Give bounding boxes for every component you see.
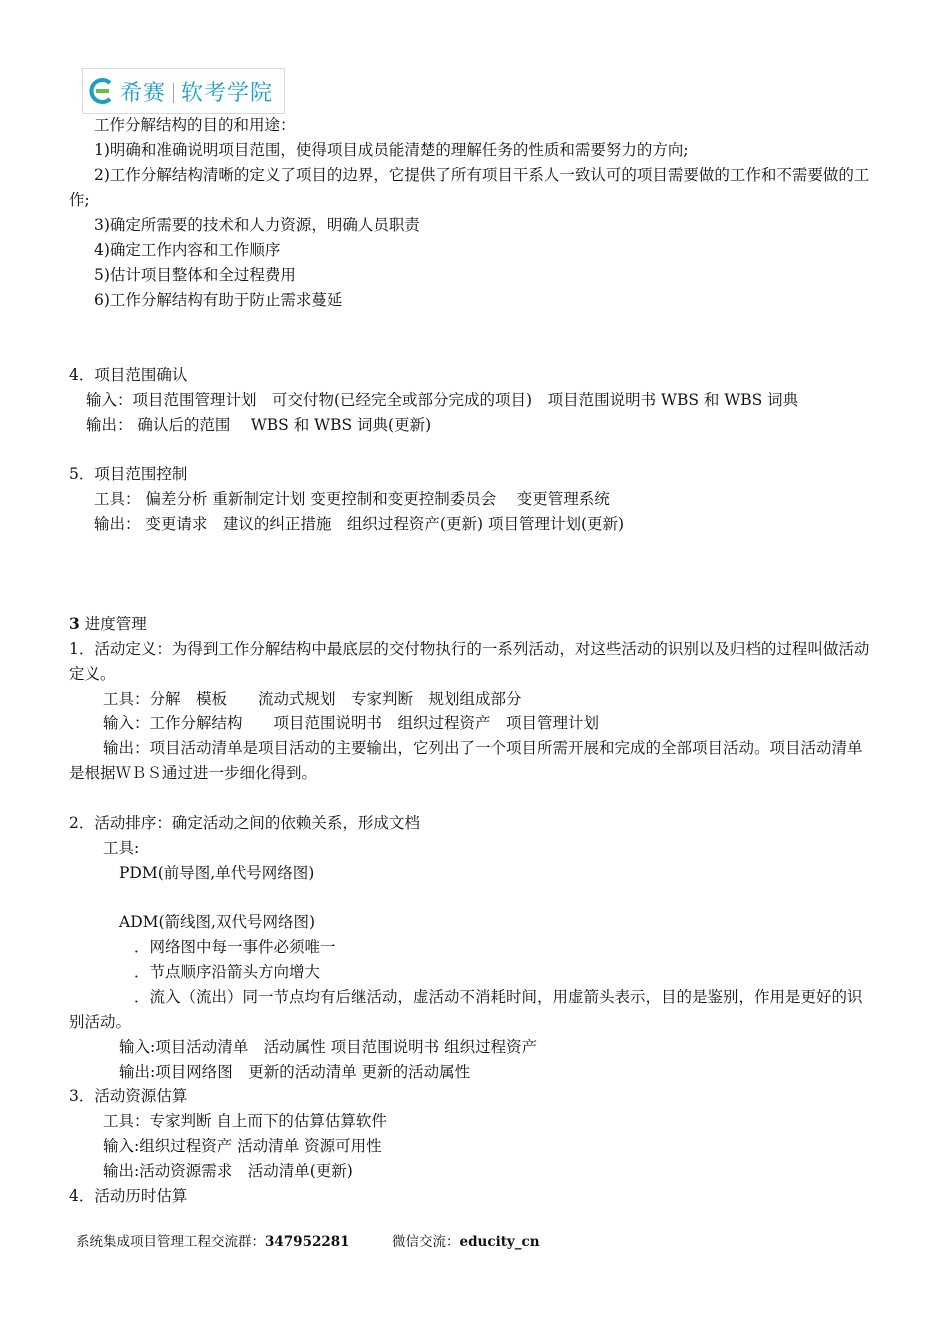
footer-wechat-id: educity_cn bbox=[459, 1234, 540, 1250]
schedule-number: 3 bbox=[69, 614, 80, 633]
logo-mark-icon bbox=[88, 77, 116, 105]
scope-verify-heading: 4．项目范围确认 bbox=[69, 366, 188, 384]
sequencing-rule: ．网络图中每一事件必须唯一 bbox=[134, 938, 336, 956]
schedule-heading bbox=[69, 614, 147, 634]
activity-def-input: 输入：工作分解结构 项目范围说明书 组织过程资产 项目管理计划 bbox=[103, 714, 600, 732]
sequencing-rule: 别活动。 bbox=[69, 1013, 132, 1031]
activity-def-output: 是根据ＷＢＳ通过进一步细化得到。 bbox=[69, 764, 318, 782]
wbs-purpose-item: 2)工作分解结构清晰的定义了项目的边界，它提供了所有项目干系人一致认可的项目需要做的工作和不需要做的工 bbox=[94, 166, 870, 184]
sequencing-rule: ．流入（流出）同一节点均有后继活动，虚活动不消耗时间，用虚箭头表示，目的是鉴别，作用是更好的识 bbox=[134, 988, 863, 1006]
resource-heading: 3．活动资源估算 bbox=[69, 1087, 188, 1105]
resource-input: 输入:组织过程资产 活动清单 资源可用性 bbox=[103, 1137, 382, 1155]
footer-group bbox=[76, 1233, 350, 1251]
resource-output: 输出:活动资源需求 活动清单(更新) bbox=[103, 1162, 353, 1180]
scope-control-tools: 工具： 偏差分析 重新制定计划 变更控制和变更控制委员会 变更管理系统 bbox=[94, 490, 610, 508]
activity-def-tools: 工具：分解 模板 流动式规划 专家判断 规划组成部分 bbox=[103, 690, 522, 708]
wbs-purpose-item: 4)确定工作内容和工作顺序 bbox=[94, 241, 281, 259]
sequencing-output: 输出:项目网络图 更新的活动清单 更新的活动属性 bbox=[119, 1063, 471, 1081]
sequencing-tools: 工具: bbox=[103, 839, 140, 857]
activity-def-text: 定义。 bbox=[69, 665, 116, 683]
wbs-purpose-heading: 工作分解结构的目的和用途： bbox=[94, 116, 296, 134]
resource-tools: 工具：专家判断 自上而下的估算估算软件 bbox=[103, 1112, 387, 1130]
activity-def-output: 输出：项目活动清单是项目活动的主要输出，它列出了一个项目所需开展和完成的全部项目活动。项目活动清单 bbox=[103, 739, 863, 757]
sequencing-heading: 2．活动排序：确定活动之间的依赖关系，形成文档 bbox=[69, 814, 420, 832]
scope-control-output: 输出： 变更请求 建议的纠正措施 组织过程资产(更新) 项目管理计划(更新) bbox=[94, 515, 625, 533]
scope-verify-output: 输出： 确认后的范围 WBS 和 WBS 词典(更新) bbox=[86, 416, 432, 434]
scope-verify-input: 输入：项目范围管理计划 可交付物(已经完全或部分完成的项目) 项目范围说明书 WBS 和 WBS 词典 bbox=[86, 391, 799, 409]
footer-wechat-label: 微信交流： bbox=[392, 1234, 460, 1250]
duration-heading: 4．活动历时估算 bbox=[69, 1187, 188, 1205]
wbs-purpose-item: 作; bbox=[69, 191, 90, 209]
wbs-purpose-item: 5)估计项目整体和全过程费用 bbox=[94, 266, 296, 284]
sequencing-rule: ．节点顺序沿箭头方向增大 bbox=[134, 963, 321, 981]
logo-brand: 希赛 bbox=[120, 80, 167, 106]
brand-logo bbox=[82, 68, 285, 114]
footer-wechat bbox=[392, 1233, 540, 1251]
logo-text bbox=[120, 76, 273, 107]
logo-academy: 软考学院 bbox=[181, 80, 274, 106]
sequencing-pdm: PDM(前导图,单代号网络图) bbox=[119, 864, 315, 882]
schedule-title: 进度管理 bbox=[79, 615, 147, 633]
wbs-purpose-item: 3)确定所需要的技术和人力资源，明确人员职责 bbox=[94, 216, 420, 234]
footer-group-number: 347952281 bbox=[265, 1234, 350, 1250]
wbs-purpose-item: 6)工作分解结构有助于防止需求蔓延 bbox=[94, 291, 343, 309]
footer-group-label: 系统集成项目管理工程交流群： bbox=[76, 1234, 265, 1250]
activity-def-text: 1．活动定义：为得到工作分解结构中最底层的交付物执行的一系列活动，对这些活动的识别以及归档的过程叫做活动 bbox=[69, 640, 870, 658]
sequencing-input: 输入:项目活动清单 活动属性 项目范围说明书 组织过程资产 bbox=[119, 1038, 538, 1056]
logo-divider bbox=[173, 83, 174, 103]
wbs-purpose-item: 1)明确和准确说明项目范围，使得项目成员能清楚的理解任务的性质和需要努力的方向; bbox=[94, 141, 689, 159]
scope-control-heading: 5．项目范围控制 bbox=[69, 465, 188, 483]
sequencing-adm: ADM(箭线图,双代号网络图) bbox=[119, 913, 316, 931]
